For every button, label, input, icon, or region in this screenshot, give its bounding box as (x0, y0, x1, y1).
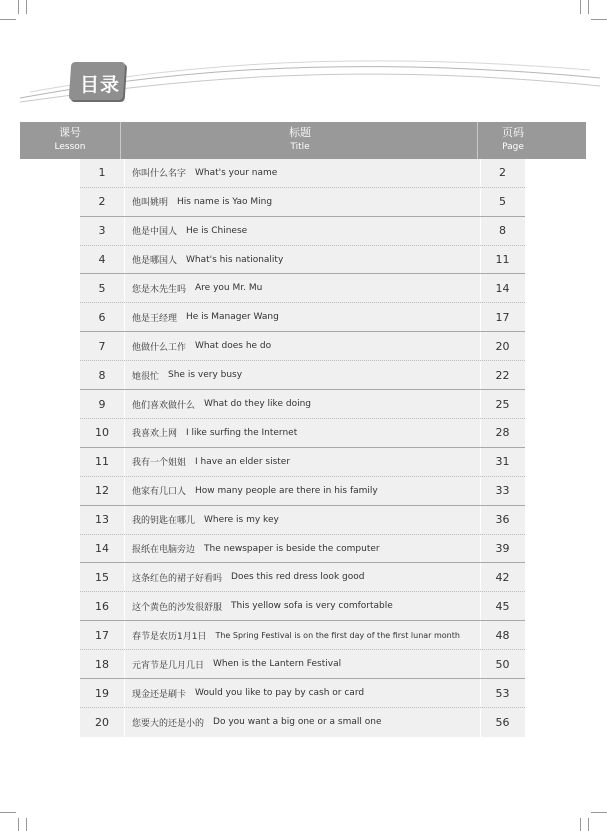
lesson-title-en: How many people are there in his family (195, 485, 378, 496)
lesson-title-en: He is Chinese (186, 225, 248, 236)
lesson-title (132, 593, 480, 621)
table-row (80, 390, 525, 419)
lesson-number: 14 (95, 542, 109, 556)
header-divider (120, 122, 121, 159)
header-title-en: Title (290, 142, 310, 152)
lesson-title-en: Would you like to pay by cash or card (195, 688, 365, 699)
lesson-title-zh: 这条红色的裙子好看吗 (132, 573, 223, 584)
lesson-title (132, 506, 480, 534)
table-row (80, 188, 525, 217)
table-row (80, 564, 525, 593)
lesson-number: 8 (98, 368, 106, 382)
page-number: 22 (495, 368, 510, 382)
lesson-title-zh: 我喜欢上网 (132, 429, 178, 440)
crop-mark (26, 818, 27, 831)
lesson-title-zh: 他做什么工作 (132, 342, 187, 353)
lesson-title-zh: 他是王经理 (132, 313, 178, 324)
page-number: 39 (495, 542, 510, 556)
lesson-number: 2 (98, 195, 106, 209)
lesson-number: 15 (95, 570, 109, 584)
table-row (80, 275, 525, 304)
lesson-title (132, 361, 480, 389)
lesson-title-en: What's his nationality (186, 254, 284, 265)
lesson-number: 19 (95, 686, 109, 700)
lesson-title-zh: 春节是农历1月1日 (132, 631, 207, 642)
lesson-number: 5 (98, 281, 106, 295)
crop-mark (591, 812, 607, 813)
header-lesson-cn: 课号 (59, 126, 81, 139)
lesson-title (132, 535, 480, 563)
lesson-title-zh: 她很忙 (132, 371, 160, 382)
page-number: 5 (499, 195, 506, 209)
lesson-title-zh: 我有一个姐姐 (132, 458, 187, 469)
lesson-title-en: The newspaper is beside the computer (204, 543, 380, 554)
lesson-number: 1 (98, 166, 106, 180)
table-row (80, 708, 525, 737)
page-number: 25 (495, 397, 510, 411)
contents-table (80, 159, 525, 737)
lesson-title (132, 304, 480, 332)
table-row (80, 477, 525, 506)
page-number: 56 (495, 715, 510, 729)
lesson-title-zh: 您是木先生吗 (132, 284, 187, 295)
header-lesson (20, 126, 120, 154)
table-row (80, 246, 525, 275)
lesson-title-zh: 他叫姚明 (132, 198, 169, 209)
section-title: 目录 (79, 74, 120, 96)
lesson-title (132, 159, 480, 187)
crop-mark (588, 0, 589, 14)
lesson-title-en: His name is Yao Ming (177, 196, 273, 207)
crop-mark (0, 812, 16, 813)
table-row (80, 650, 525, 679)
lesson-title-zh: 他是中国人 (132, 227, 178, 238)
page-number: 8 (499, 224, 506, 238)
header-page-en: Page (502, 142, 524, 152)
lesson-title-en: This yellow sofa is very comfortable (231, 601, 393, 612)
lesson-title-en: When is the Lantern Festival (213, 659, 342, 670)
lesson-title-en: I have an elder sister (195, 456, 291, 467)
page-number: 28 (495, 426, 510, 440)
lesson-title-en: I like surfing the Internet (186, 427, 298, 438)
page-number: 36 (495, 513, 510, 527)
lesson-number: 4 (98, 253, 106, 267)
table-row (80, 419, 525, 448)
lesson-title (132, 419, 480, 447)
lesson-title (132, 332, 480, 360)
lesson-title-en: Are you Mr. Mu (195, 283, 263, 294)
lesson-title-zh: 他是哪国人 (132, 256, 178, 267)
lesson-title-en: He is Manager Wang (186, 312, 279, 323)
lesson-title-zh: 我的钥匙在哪儿 (132, 516, 196, 527)
lesson-title (132, 217, 480, 245)
page-number: 48 (495, 628, 510, 642)
lesson-title-en: Where is my key (204, 514, 279, 525)
table-row (80, 506, 525, 535)
lesson-number: 13 (95, 513, 109, 527)
page-number: 2 (499, 166, 506, 180)
lesson-title (132, 679, 480, 707)
lesson-title-zh: 元宵节是几月几日 (132, 660, 205, 671)
header-page-cn: 页码 (502, 126, 524, 139)
page-number: 20 (495, 339, 510, 353)
lesson-title (132, 275, 480, 303)
page-number: 50 (495, 657, 510, 671)
lesson-number: 12 (95, 484, 109, 498)
lesson-title (132, 708, 480, 737)
crop-mark (0, 19, 16, 20)
table-row (80, 217, 525, 246)
header-title-cn: 标题 (289, 126, 311, 139)
crop-mark (26, 0, 27, 14)
lesson-title-en: What does he do (195, 341, 272, 352)
lesson-title-zh: 报纸在电脑旁边 (132, 545, 196, 556)
lesson-number: 3 (98, 224, 106, 238)
lesson-title (132, 564, 480, 592)
table-row (80, 593, 525, 622)
table-header (20, 122, 586, 159)
crop-mark (18, 818, 19, 831)
lesson-title (132, 477, 480, 505)
table-row (80, 448, 525, 477)
lesson-title-zh: 你叫什么名字 (132, 169, 187, 180)
lesson-number: 6 (98, 310, 106, 324)
lesson-number: 7 (98, 339, 106, 353)
table-row (80, 159, 525, 188)
lesson-title-zh: 您要大的还是小的 (132, 718, 205, 729)
page-number: 31 (495, 455, 510, 469)
lesson-title-en: Does this red dress look good (231, 572, 365, 583)
lesson-title (132, 650, 480, 678)
lesson-title-en: The Spring Festival is on the first day of the first lunar month (215, 630, 460, 640)
lesson-number: 20 (95, 715, 109, 729)
lesson-title (132, 390, 480, 418)
crop-mark (580, 818, 581, 831)
page-number: 17 (495, 310, 510, 324)
table-row (80, 679, 525, 708)
page-number: 33 (495, 484, 510, 498)
lesson-title-zh: 他们喜欢做什么 (132, 400, 196, 411)
page-number: 14 (495, 281, 510, 295)
lesson-number: 16 (95, 599, 109, 613)
lesson-title-zh: 这个黄色的沙发很舒服 (132, 602, 223, 613)
lesson-number: 9 (98, 397, 106, 411)
header-title (123, 126, 477, 154)
table-row (80, 361, 525, 390)
crop-mark (18, 0, 19, 14)
table-row (80, 304, 525, 333)
lesson-number: 10 (95, 426, 109, 440)
page-number: 53 (495, 686, 510, 700)
lesson-title-zh: 他家有几口人 (132, 487, 187, 498)
lesson-title-en: What do they like doing (204, 399, 311, 410)
lesson-title (132, 448, 480, 476)
page-number: 45 (495, 599, 510, 613)
lesson-title (132, 188, 480, 216)
crop-mark (591, 19, 607, 20)
lesson-title (132, 246, 480, 274)
lesson-number: 18 (95, 657, 109, 671)
table-row (80, 621, 525, 650)
lesson-title (132, 621, 480, 649)
table-row (80, 535, 525, 564)
lesson-title-en: She is very busy (168, 370, 243, 381)
header-lesson-en: Lesson (54, 142, 86, 152)
page-number: 11 (495, 253, 510, 267)
header-page (477, 126, 549, 154)
lesson-number: 11 (95, 455, 109, 469)
table-row (80, 332, 525, 361)
page-number: 42 (495, 570, 510, 584)
lesson-number: 17 (95, 628, 109, 642)
lesson-title-zh: 现金还是刷卡 (132, 689, 187, 700)
crop-mark (588, 818, 589, 831)
crop-mark (580, 0, 581, 14)
lesson-title-en: What's your name (195, 167, 278, 178)
lesson-title-en: Do you want a big one or a small one (213, 717, 382, 728)
